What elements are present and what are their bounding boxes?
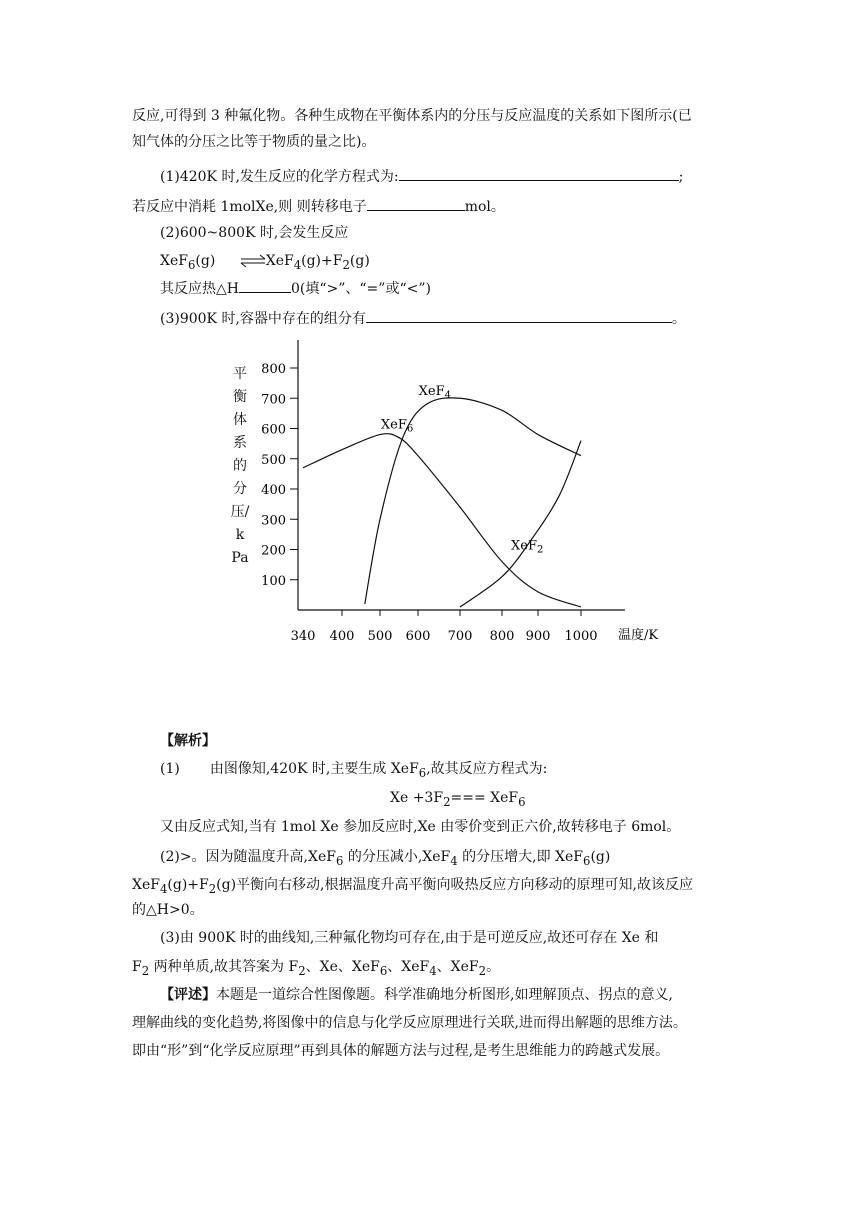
y-tick-label: 800 — [261, 362, 286, 377]
answer-blank-4[interactable] — [366, 308, 672, 323]
q3-suffix: 。 — [671, 311, 686, 327]
answer-blank-3[interactable] — [239, 278, 291, 293]
q2-line3-suffix: 0(填“>”、“=”或“<”) — [290, 281, 431, 297]
analysis-eq-mid: === XeF — [450, 790, 519, 806]
analysis-p4-a: XeF — [132, 877, 160, 893]
analysis-p1-num: (1) — [160, 761, 180, 777]
equilibrium-arrow-icon — [240, 254, 266, 268]
analysis-p3-b-sub: 4 — [450, 853, 458, 868]
analysis-p3-d: (g) — [590, 849, 611, 865]
analysis-p3-c-sub: 6 — [583, 853, 591, 868]
analysis-p1-tail: ,故其反应方程式为: — [426, 761, 548, 777]
y-axis-label-char: 压/ — [230, 504, 250, 520]
analysis-eq-sub2: 6 — [518, 794, 526, 809]
analysis-p5: 的△H>0。 — [132, 902, 204, 918]
analysis-p6: (3)由 900K 时的曲线知,三种氟化物均可存在,由于是可逆反应,故还可存在 Xe 和 — [160, 930, 659, 946]
y-tick-label: 700 — [261, 392, 286, 408]
intro-line-2: 知气体的分压之比等于物质的量之比)。 — [132, 134, 376, 150]
y-axis-label-char: 的 — [233, 458, 247, 474]
analysis-p4 — [132, 875, 693, 899]
series-line-xef2 — [460, 441, 581, 607]
y-axis-label-char: 分 — [233, 481, 247, 497]
series-label: XeF$_2$ — [511, 538, 544, 556]
y-axis-label-char: 体 — [233, 412, 247, 428]
analysis-p7-e-sub: 2 — [478, 963, 487, 978]
eq-left-tail: (g) — [195, 253, 216, 269]
y-tick-label: 300 — [261, 513, 286, 529]
y-axis-label-char: 平 — [233, 366, 247, 382]
y-axis-label-char: 衡 — [233, 389, 247, 405]
analysis-p7-d-sub: 4 — [429, 963, 437, 978]
analysis-p4-b: (g)+F — [167, 877, 209, 893]
analysis-p3-a-sub: 6 — [335, 853, 344, 868]
analysis-p3-a: (2)>。因为随温度升高,XeF — [160, 849, 336, 865]
answer-blank-1[interactable] — [399, 166, 679, 181]
analysis-p7-d: 、XeF — [387, 959, 430, 975]
eq-right-tail: (g) — [349, 253, 370, 269]
series-label: XeF$_6$ — [380, 417, 414, 435]
series-line-xef6 — [303, 434, 581, 607]
analysis-p7 — [132, 957, 500, 981]
analysis-p4-b-sub: 2 — [208, 881, 217, 896]
y-tick-label: 400 — [261, 483, 286, 498]
q3-prefix: (3)900K 时,容器中存在的组分有 — [160, 311, 366, 327]
analysis-eq-a: Xe +3F — [390, 790, 444, 806]
analysis-equation — [390, 788, 526, 812]
series-label: XeF$_4$ — [418, 384, 451, 402]
answer-blank-2[interactable] — [367, 196, 465, 211]
question-2-line-3 — [160, 278, 431, 299]
analysis-p4-c: (g)平衡向右移动,根据温度升高平衡向吸热反应方向移动的原理可知,故该反应 — [216, 877, 693, 893]
eq-left-sub: 6 — [187, 257, 196, 272]
analysis-eq-sub: 2 — [443, 794, 451, 809]
x-tick-label: 500 — [367, 629, 393, 644]
comment-line-2: 理解曲线的变化趋势,将图像中的信息与化学反应原理进行关联,进而得出解题的思维方法。 — [132, 1015, 687, 1031]
question-1-prefix: (1)420K 时,发生反应的化学方程式为: — [160, 169, 399, 185]
analysis-p1-sub: 6 — [418, 765, 427, 780]
x-tick-label: 400 — [329, 629, 355, 644]
analysis-p4-a-sub: 4 — [159, 881, 168, 896]
question-1-line2-prefix: 若反应中消耗 1molXe,则 则转移电子 — [132, 199, 367, 215]
x-tick-label: 1000 — [564, 629, 598, 644]
eq-right-sub: 4 — [293, 257, 302, 272]
comment-line-3: 即由“形”到“化学反应原理”再到具体的解题方法与过程,是考生思维能力的跨越式发展。 — [132, 1043, 670, 1059]
question-1-suffix: ; — [678, 169, 684, 185]
analysis-p7-c-sub: 6 — [379, 963, 388, 978]
question-2: (2)600~800K 时,会发生反应 — [160, 225, 349, 241]
analysis-p2: 又由反应式知,当有 1mol Xe 参加反应时,Xe 由零价变到正六价,故转移电子 6mol。 — [160, 819, 681, 835]
comment-l1: 本题是一道综合性图像题。科学准确地分析图形,如理解顶点、拐点的意义, — [216, 987, 673, 1003]
analysis-p3 — [160, 847, 610, 871]
eq-right-sub2: 2 — [342, 257, 350, 272]
question-3 — [160, 308, 686, 329]
analysis-title: 【解析】 — [160, 733, 216, 749]
x-tick-label: 700 — [447, 629, 473, 644]
comment-title: 【评述】 — [160, 987, 216, 1003]
comment-line-1 — [160, 985, 673, 1005]
question-1-line2-suffix: mol。 — [464, 199, 505, 215]
eq-right: XeF — [265, 253, 294, 269]
analysis-p7-b: 两种单质,故其答案为 F — [149, 959, 299, 975]
y-tick-label: 600 — [261, 422, 286, 438]
analysis-p1 — [160, 759, 547, 783]
q2-line3-prefix: 其反应热△H — [160, 281, 239, 297]
analysis-p7-b-sub: 2 — [298, 963, 306, 978]
x-tick-label: 800 — [489, 629, 515, 644]
analysis-p3-b: 的分压减小,XeF — [343, 849, 451, 865]
partial-pressure-chart — [225, 338, 685, 658]
intro-line-1: 反应,可得到 3 种氟化物。各种生成物在平衡体系内的分压与反应温度的关系如下图所示(已 — [132, 108, 692, 124]
y-tick-label: 100 — [261, 573, 286, 589]
x-tick-label: 600 — [405, 629, 431, 644]
question-1 — [160, 166, 683, 187]
y-axis-label-char: Pa — [231, 550, 249, 566]
analysis-p7-a-sub: 2 — [141, 963, 150, 978]
eq-left: XeF — [160, 253, 188, 269]
x-tick-label: 340 — [290, 629, 316, 644]
y-axis-label-char: k — [235, 527, 245, 543]
y-axis-label-char: 系 — [233, 435, 247, 451]
x-tick-label: 900 — [525, 629, 551, 644]
y-tick-label: 500 — [261, 452, 286, 468]
analysis-p1-text: 由图像知,420K 时,主要生成 XeF — [209, 761, 419, 777]
analysis-p7-e: 、XeF — [436, 959, 479, 975]
analysis-p7-a: F — [132, 959, 142, 975]
x-axis-label: 温度/K — [618, 628, 659, 643]
analysis-p3-c: 的分压增大,即 XeF — [457, 849, 584, 865]
analysis-p7-f: 。 — [486, 959, 501, 975]
question-1-line-2 — [132, 196, 505, 217]
eq-right-mid: (g)+F — [301, 253, 343, 269]
y-tick-label: 200 — [261, 543, 286, 559]
question-2-equation — [160, 251, 370, 275]
analysis-p7-c: 、Xe、XeF — [305, 959, 380, 975]
